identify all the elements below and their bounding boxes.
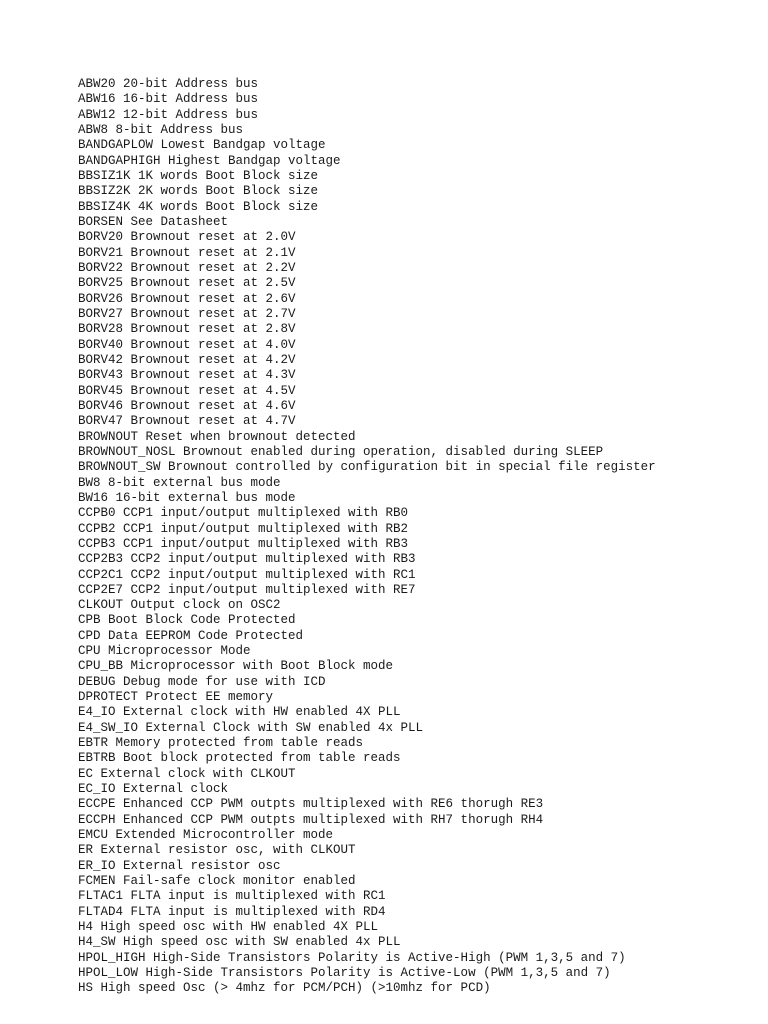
fuse-line: CCP2C1 CCP2 input/output multiplexed with RC1: [78, 567, 416, 582]
fuse-line: BROWNOUT Reset when brownout detected: [78, 429, 356, 444]
fuse-line: CCPB2 CCP1 input/output multiplexed with RB2: [78, 521, 409, 536]
fuse-line: ABW16 16-bit Address bus: [78, 92, 259, 107]
fuse-line: BORV25 Brownout reset at 2.5V: [78, 276, 296, 291]
fuse-line: ECCPH Enhanced CCP PWM outpts multiplexed with RH7 thorugh RH4: [78, 812, 544, 827]
fuse-line: ABW12 12-bit Address bus: [78, 107, 259, 122]
fuse-line: BORV42 Brownout reset at 4.2V: [78, 352, 296, 367]
fuse-line: DPROTECT Protect EE memory: [78, 690, 274, 705]
fuse-line: EMCU Extended Microcontroller mode: [78, 828, 334, 843]
fuse-line: FCMEN Fail-safe clock monitor enabled: [78, 874, 356, 889]
fuse-line: E4_IO External clock with HW enabled 4X PLL: [78, 705, 401, 720]
fuse-line: CCPB3 CCP1 input/output multiplexed with RB3: [78, 536, 409, 551]
fuse-line: BANDGAPLOW Lowest Bandgap voltage: [78, 138, 326, 153]
fuse-line: BORV46 Brownout reset at 4.6V: [78, 398, 296, 413]
fuse-line: FLTAC1 FLTA input is multiplexed with RC1: [78, 889, 386, 904]
fuse-line: ER_IO External resistor osc: [78, 858, 281, 873]
fuse-line: E4_SW_IO External Clock with SW enabled 4x PLL: [78, 720, 424, 735]
fuse-line: FLTAD4 FLTA input is multiplexed with RD4: [78, 904, 386, 919]
fuse-line: BBSIZ2K 2K words Boot Block size: [78, 184, 319, 199]
fuse-line: BORV47 Brownout reset at 4.7V: [78, 414, 296, 429]
fuse-line: H4 High speed osc with HW enabled 4X PLL: [78, 920, 379, 935]
fuse-line: CCP2B3 CCP2 input/output multiplexed with RB3: [78, 552, 416, 567]
fuse-line: HPOL_HIGH High-Side Transistors Polarity is Active-High (PWM 1,3,5 and 7): [78, 950, 626, 965]
fuse-line: CLKOUT Output clock on OSC2: [78, 598, 281, 613]
fuse-line: BW8 8-bit external bus mode: [78, 475, 281, 490]
fuse-line: BORV45 Brownout reset at 4.5V: [78, 383, 296, 398]
fuse-line: BORV43 Brownout reset at 4.3V: [78, 368, 296, 383]
fuse-line: BBSIZ4K 4K words Boot Block size: [78, 199, 319, 214]
fuse-line: CPU Microprocessor Mode: [78, 644, 251, 659]
fuse-line: BBSIZ1K 1K words Boot Block size: [78, 168, 319, 183]
fuse-line: ABW8 8-bit Address bus: [78, 122, 244, 137]
fuse-line: BANDGAPHIGH Highest Bandgap voltage: [78, 153, 341, 168]
fuse-line: EBTRB Boot block protected from table reads: [78, 751, 401, 766]
fuse-line: ECCPE Enhanced CCP PWM outpts multiplexed with RE6 thorugh RE3: [78, 797, 544, 812]
fuse-line: BORV22 Brownout reset at 2.2V: [78, 260, 296, 275]
fuse-line: ER External resistor osc, with CLKOUT: [78, 843, 356, 858]
fuse-line: CPB Boot Block Code Protected: [78, 613, 296, 628]
fuse-line: EBTR Memory protected from table reads: [78, 736, 364, 751]
fuse-list: [78, 77, 656, 997]
fuse-line: BROWNOUT_SW Brownout controlled by configuration bit in special file register: [78, 460, 656, 475]
fuse-line: BROWNOUT_NOSL Brownout enabled during operation, disabled during SLEEP: [78, 444, 604, 459]
fuse-line: BORSEN See Datasheet: [78, 214, 229, 229]
fuse-line: CCPB0 CCP1 input/output multiplexed with RB0: [78, 506, 409, 521]
fuse-line: HPOL_LOW High-Side Transistors Polarity is Active-Low (PWM 1,3,5 and 7): [78, 966, 611, 981]
fuse-line: DEBUG Debug mode for use with ICD: [78, 674, 326, 689]
fuse-line: BW16 16-bit external bus mode: [78, 490, 296, 505]
fuse-line: BORV20 Brownout reset at 2.0V: [78, 230, 296, 245]
fuse-line: H4_SW High speed osc with SW enabled 4x PLL: [78, 935, 401, 950]
fuse-line: CPD Data EEPROM Code Protected: [78, 628, 304, 643]
fuse-line: BORV21 Brownout reset at 2.1V: [78, 245, 296, 260]
fuse-line: BORV28 Brownout reset at 2.8V: [78, 322, 296, 337]
fuse-line: EC External clock with CLKOUT: [78, 766, 296, 781]
fuse-line: BORV27 Brownout reset at 2.7V: [78, 306, 296, 321]
fuse-line: ABW20 20-bit Address bus: [78, 77, 259, 91]
fuse-line: HS High speed Osc (> 4mhz for PCM/PCH) (>10mhz for PCD): [78, 981, 491, 996]
fuse-line: CCP2E7 CCP2 input/output multiplexed with RE7: [78, 582, 416, 597]
fuse-line: CPU_BB Microprocessor with Boot Block mode: [78, 659, 394, 674]
fuse-line: BORV26 Brownout reset at 2.6V: [78, 291, 296, 306]
fuse-line: EC_IO External clock: [78, 782, 229, 797]
fuse-line: BORV40 Brownout reset at 4.0V: [78, 337, 296, 352]
